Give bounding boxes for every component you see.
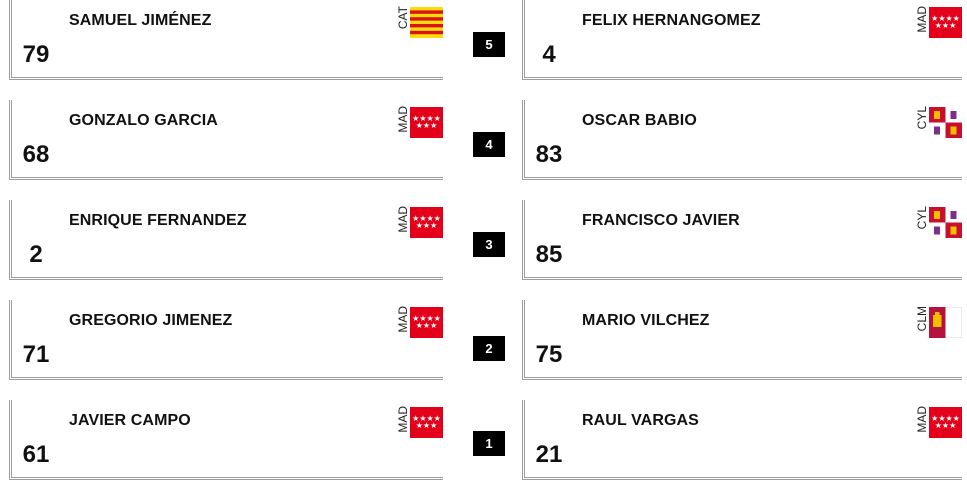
svg-text:★★★: ★★★ [415, 221, 438, 230]
region-code: CYL [915, 106, 929, 130]
madrid-flag-icon [929, 7, 962, 38]
rank-badge: 5 [473, 32, 505, 57]
svg-text:★★★★: ★★★★ [412, 314, 441, 323]
entry-name: RAUL VARGAS [582, 412, 699, 429]
entry-name: SAMUEL JIMÉNEZ [69, 12, 212, 29]
region-code: MAD [396, 106, 410, 133]
rank-badge: 4 [473, 132, 505, 157]
svg-text:★★★: ★★★ [415, 321, 438, 330]
madrid-flag-icon [410, 307, 443, 338]
entry-number: 85 [535, 241, 563, 268]
entry-card[interactable] [9, 200, 443, 280]
svg-text:★★★★: ★★★★ [412, 214, 441, 223]
entry-name: JAVIER CAMPO [69, 412, 191, 429]
entry-name: GREGORIO JIMENEZ [69, 312, 233, 329]
entry-number: 79 [22, 41, 50, 68]
entry-number: 21 [535, 441, 563, 468]
castilla-leon-flag-icon [929, 207, 962, 238]
rank-badge: 2 [473, 336, 505, 361]
catalonia-flag-icon [410, 7, 443, 38]
entry-card[interactable] [522, 100, 962, 180]
entry-name: OSCAR BABIO [582, 112, 697, 129]
madrid-flag-icon [410, 407, 443, 438]
svg-text:★★★★: ★★★★ [931, 14, 960, 23]
svg-text:★★★★: ★★★★ [931, 414, 960, 423]
entry-number: 75 [535, 341, 563, 368]
entry-card[interactable] [522, 300, 962, 380]
entry-number: 71 [22, 341, 50, 368]
region-code: MAD [396, 306, 410, 333]
svg-text:★★★★: ★★★★ [412, 414, 441, 423]
madrid-flag-icon [929, 407, 962, 438]
entry-card[interactable] [9, 100, 443, 180]
svg-text:★★★: ★★★ [934, 21, 957, 30]
entry-card[interactable] [9, 0, 443, 80]
madrid-flag-icon [410, 207, 443, 238]
region-code: MAD [915, 406, 929, 433]
entry-number: 4 [542, 41, 556, 68]
entry-name: FRANCISCO JAVIER [582, 212, 740, 229]
entry-card[interactable] [522, 200, 962, 280]
entry-name: ENRIQUE FERNANDEZ [69, 212, 247, 229]
entry-number: 61 [22, 441, 50, 468]
entry-name: MARIO VILCHEZ [582, 312, 710, 329]
region-code: MAD [396, 406, 410, 433]
entry-card[interactable] [522, 400, 962, 480]
rank-badge: 3 [473, 232, 505, 257]
region-code: CLM [915, 306, 929, 332]
region-code: MAD [396, 206, 410, 233]
svg-text:★★★: ★★★ [934, 421, 957, 430]
entry-number: 83 [535, 141, 563, 168]
svg-text:★★★: ★★★ [415, 421, 438, 430]
entry-number: 68 [22, 141, 50, 168]
svg-text:★★★: ★★★ [415, 121, 438, 130]
entry-card[interactable] [522, 0, 962, 80]
entry-card[interactable] [9, 300, 443, 380]
entry-number: 2 [29, 241, 43, 268]
entry-name: FELIX HERNANGOMEZ [582, 12, 761, 29]
entry-name: GONZALO GARCIA [69, 112, 218, 129]
castilla-leon-flag-icon [929, 107, 962, 138]
region-code: CAT [396, 6, 410, 30]
madrid-flag-icon [410, 107, 443, 138]
rank-badge: 1 [473, 431, 505, 456]
region-code: MAD [915, 6, 929, 33]
region-code: CYL [915, 206, 929, 230]
svg-text:★★★★: ★★★★ [412, 114, 441, 123]
castilla-la-mancha-flag-icon [929, 307, 962, 338]
entry-card[interactable] [9, 400, 443, 480]
